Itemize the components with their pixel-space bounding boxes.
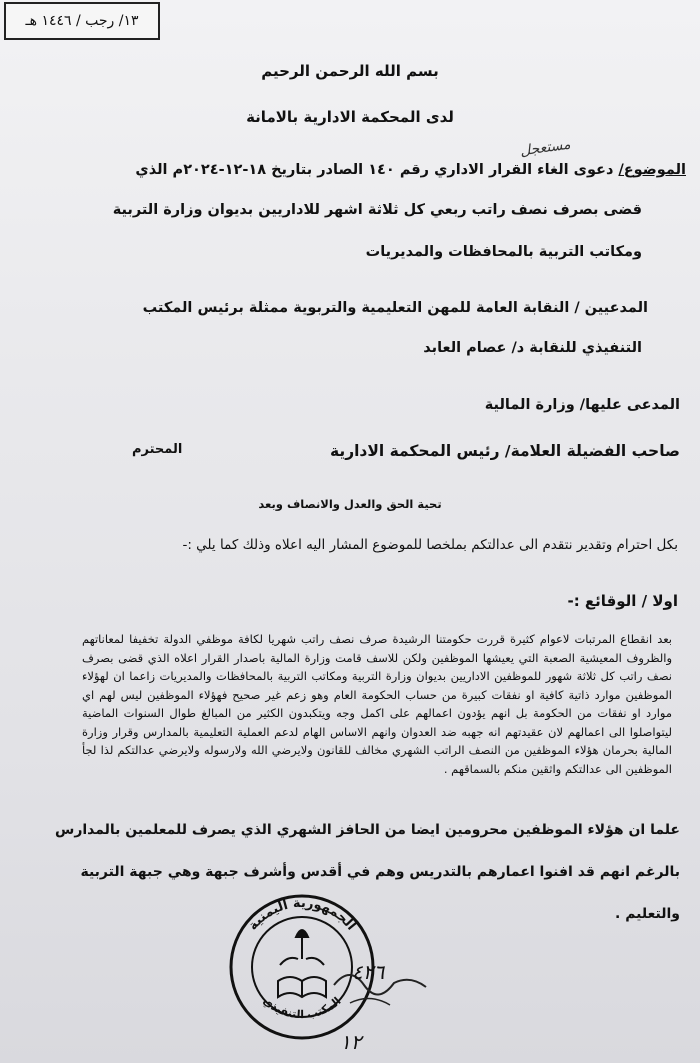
respected-label: المحترم	[132, 442, 183, 457]
basmala: بسم الله الرحمن الرحيم	[261, 62, 439, 80]
defendant: المدعى عليها/ وزارة المالية	[484, 397, 680, 413]
stamp-top-text: الجمهورية اليمنية	[245, 895, 359, 934]
para2-line-3: والتعليم .	[615, 906, 680, 922]
facts-body: بعد انقطاع المرتبات لاعوام كثيرة قررت حكومتنا الرشيدة صرف نصف راتب شهريا لكافة موظفي الدولة تخفيفا لمعاناتهم والظروف المعيشية الصعبة التي يعيشها الموظفين ولكن للاسف قامت وزارة المالية باصدار القرار اعلاه الذي قضى بصرف نصف راتب كل ثلاثة شهور للموظفين الاداريين بديوان وزارة التربية ومكاتب التربية بالمحافظات والمديريات زاعما ان لهؤلاء الموظفين موارد ذاتية كافية او نفقات كبيرة من حساب الحكومة العام وهو زعم غير صحيح فهؤلاء الموظفين ليس لهم اي موارد او نفقات من الحكومة بل انهم يؤدون اعمالهم على اكمل وجه ويتكبدون الكثير من المبالغ طوال السنوات الماضية ليتواصلوا الى اعمالهم لان عقيدتهم انه جهبه ضد العدوان وانهم الاساس الهام لدعم العملية التعليمية بالمدارس وقرار وزارة المالية بحرمان هؤلاء الموظفين من النصف الراتب الشهري مخالف للقانون ولايرضي الله ولارسوله ولايرضي عدالتكم لذا لجأ الموظفين الى عدالتكم واثقين منكم بالسماقهم .	[82, 632, 672, 776]
plaintiffs-line-1: المدعيين / النقابة العامة للمهن التعليمية والتربوية ممثلة برئيس المكتب	[142, 300, 648, 316]
handwritten-urgent: مستعجل	[519, 136, 572, 160]
subject-text-1: دعوى الغاء القرار الاداري رقم ١٤٠ الصادر بتاريخ ١٨-١٢-٢٠٢٤م الذي	[135, 162, 614, 178]
hijri-date: ١٣/ رجب / ١٤٤٦ هـ	[25, 13, 139, 29]
court-name: لدى المحكمة الادارية بالامانة	[246, 108, 454, 126]
subject-line-2: قضى بصرف نصف راتب ربعي كل ثلاثة اشهر للاداريين بديوان وزارة التربية	[112, 202, 642, 218]
facts-heading: اولا / الوقائع :-	[567, 592, 678, 610]
svg-text:الجمهورية اليمنية	[246, 896, 359, 934]
subject-line-1	[135, 162, 686, 178]
handwritten-signature	[330, 955, 450, 1015]
plaintiffs-line-2: التنفيذي للنقابة د/ عصام العابد	[423, 340, 642, 356]
para2-line-2: بالرغم انهم قد افنوا اعمارهم بالتدريس وهم في أقدس وأشرف جبهة وهي جبهة التربية	[80, 864, 680, 880]
addressee: صاحب الفضيلة العلامة/ رئيس المحكمة الادارية	[329, 442, 680, 460]
hijri-date-box	[4, 2, 160, 40]
stamp-handwritten-number: ٤٢٦	[352, 960, 385, 984]
subject-label: الموضوع/	[618, 162, 686, 178]
intro: بكل احترام وتقدير نتقدم الى عدالتكم بملخصا للموضوع المشار اليه اعلاه وذلك كما يلي :-	[182, 537, 678, 553]
para2-line-1: علما ان هؤلاء الموظفين محرومين ايضا من الحافز الشهري الذي يصرف للمعلمين بالمدارس	[55, 822, 680, 838]
stamp-handwritten-date: ١٢	[340, 1030, 362, 1054]
stamp-emblem-icon	[278, 930, 326, 997]
greeting: تحية الحق والعدل والانصاف وبعد	[258, 497, 442, 511]
stamp-bottom-text: المكتب التنفيذي	[260, 994, 344, 1022]
subject-line-3: ومكاتب التربية بالمحافظات والمديريات	[365, 244, 642, 260]
